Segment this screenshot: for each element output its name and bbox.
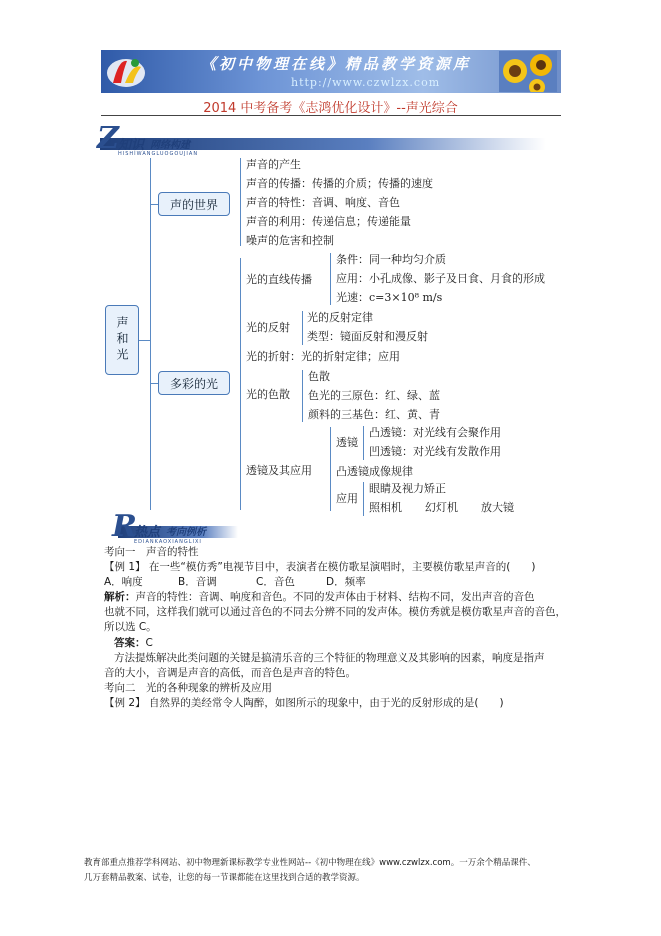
example-1-options bbox=[104, 575, 366, 590]
section-pinyin: HISHIWANGLUOGOUJIAN bbox=[118, 151, 199, 157]
reflection-bracket bbox=[302, 311, 303, 345]
lens-type-bracket bbox=[363, 426, 364, 460]
answer-value: C bbox=[145, 637, 153, 649]
dispersion-item: 色散 bbox=[308, 370, 330, 383]
dispersion-item: 颜料的三基色：红、黄、青 bbox=[308, 408, 440, 421]
sunflower-icon bbox=[499, 51, 557, 92]
straight-item: 应用：小孔成像、影子及日食、月食的形成 bbox=[336, 272, 545, 285]
section-letter-z: Z bbox=[97, 121, 119, 156]
analysis-text-1: 声音的特性：音调、响度和音色。不同的发声体由于材料、结构不同，发出声音的音色 bbox=[135, 591, 535, 603]
option-c: C．音色 bbox=[256, 576, 295, 588]
section-letter-r: R bbox=[112, 509, 137, 544]
sound-item: 声音的利用：传递信息；传递能量 bbox=[246, 215, 411, 228]
lens-application-item: 放大镜 bbox=[481, 501, 514, 514]
refraction-item: 光的折射：光的折射定律；应用 bbox=[246, 350, 400, 363]
example-1-tag: 【例 1】 bbox=[104, 561, 146, 573]
lens-application-bracket bbox=[363, 482, 364, 516]
straight-item: 光速：c=3×10⁸ m/s bbox=[336, 291, 443, 304]
sound-item: 噪声的危害和控制 bbox=[246, 234, 334, 247]
lens-rule: 凸透镜成像规律 bbox=[336, 465, 413, 478]
lens-application-item: 幻灯机 bbox=[425, 501, 458, 514]
site-banner bbox=[101, 50, 561, 93]
example-2-tag: 【例 2】 bbox=[104, 697, 146, 709]
sound-node-label: 声的世界 bbox=[169, 197, 218, 212]
sound-item: 声音的产生 bbox=[246, 158, 301, 171]
option-d: D．频率 bbox=[326, 576, 366, 588]
light-node bbox=[158, 371, 230, 395]
method-line-2: 音的大小，音调是声音的高低，而音色是声音的特色。 bbox=[104, 667, 356, 679]
method-line-1: 方法提炼解决此类问题的关键是搞清乐音的三个特征的物理意义及其影响的因素，响度是指声 bbox=[114, 652, 545, 664]
answer-line bbox=[114, 636, 153, 651]
light-connector bbox=[150, 383, 158, 384]
lens-type-item: 凹透镜：对光线有发散作用 bbox=[369, 445, 501, 458]
analysis-line-3: 所以选 C。 bbox=[104, 621, 157, 633]
page-title: 2014 中考备考《志鸿优化设计》--声光综合 bbox=[203, 101, 458, 116]
sound-connector bbox=[150, 204, 158, 205]
footer-line-2: 几万套精品教案、试卷，让您的每一节课都能在这里找到合适的教学资源。 bbox=[84, 873, 365, 883]
banner-title: 《初中物理在线》精品教学资源库 bbox=[201, 55, 472, 73]
site-logo-icon bbox=[105, 53, 147, 90]
title-divider bbox=[101, 115, 561, 116]
root-node-label: 声和光 bbox=[115, 316, 129, 364]
dispersion-label: 光的色散 bbox=[246, 388, 290, 401]
root-connector bbox=[139, 340, 150, 341]
section2-pinyin: EDIANKAOXIANGLIXI bbox=[134, 539, 202, 545]
reflection-label: 光的反射 bbox=[246, 321, 290, 334]
footer-line-1: 教育部重点推荐学科网站、初中物理新课标教学专业性网站--《初中物理在线》www.czwlzx.com。一万余个精品课件、 bbox=[84, 858, 536, 868]
sound-node bbox=[158, 192, 230, 216]
mind-map-bracket bbox=[150, 158, 151, 510]
root-node bbox=[105, 305, 139, 375]
topic-1-heading: 考向一 声音的特性 bbox=[104, 546, 199, 558]
analysis-label: 解析： bbox=[104, 591, 136, 603]
analysis-line-1 bbox=[104, 590, 535, 605]
light-bracket bbox=[240, 258, 241, 510]
example-2-text: 自然界的美经常令人陶醉，如图所示的现象中，由于光的反射形成的是( ) bbox=[148, 697, 504, 709]
banner-url[interactable]: http://www.czwlzx.com bbox=[291, 76, 441, 89]
sound-item: 声音的特性：音调、响度、音色 bbox=[246, 196, 400, 209]
sound-item: 声音的传播：传播的介质；传播的速度 bbox=[246, 177, 433, 190]
section-sub-examples: 考向例析 bbox=[166, 527, 206, 538]
lens-bracket bbox=[330, 427, 331, 511]
lens-application-label: 应用 bbox=[336, 492, 358, 505]
sound-bracket bbox=[240, 158, 241, 246]
reflection-item: 光的反射定律 bbox=[307, 311, 373, 324]
example-1-text: 在一些“模仿秀”电视节目中，表演者在模仿歌星演唱时，主要模仿歌星声音的( ) bbox=[148, 561, 536, 573]
section-label-knowledge: 知识 bbox=[118, 138, 145, 153]
lens-type-item: 凸透镜：对光线有会聚作用 bbox=[369, 426, 501, 439]
lens-application-line1: 眼睛及视力矫正 bbox=[369, 482, 446, 495]
lens-type-label: 透镜 bbox=[336, 436, 358, 449]
dispersion-bracket bbox=[302, 370, 303, 422]
straight-propagation-label: 光的直线传播 bbox=[246, 273, 312, 286]
section-sub-network: 网络构建 bbox=[150, 140, 190, 151]
option-a: A．响度 bbox=[104, 576, 143, 588]
example-2-question bbox=[104, 696, 504, 711]
option-b: B．音调 bbox=[178, 576, 217, 588]
section-label-hotspot: 热点 bbox=[134, 525, 161, 540]
example-1-question bbox=[104, 560, 535, 575]
straight-bracket bbox=[330, 253, 331, 305]
lens-application-item: 照相机 bbox=[369, 501, 402, 514]
lens-label: 透镜及其应用 bbox=[246, 464, 312, 477]
answer-label: 答案： bbox=[114, 637, 146, 649]
dispersion-item: 色光的三原色：红、绿、蓝 bbox=[308, 389, 440, 402]
analysis-line-2: 也就不同，这样我们就可以通过音色的不同去分辨不同的发声体。模仿秀就是模仿歌星声音的音色， bbox=[104, 606, 566, 618]
straight-item: 条件：同一种均匀介质 bbox=[336, 253, 446, 266]
reflection-item: 类型：镜面反射和漫反射 bbox=[307, 330, 428, 343]
light-node-label: 多彩的光 bbox=[169, 376, 218, 391]
topic-2-heading: 考向二 光的各种现象的辨析及应用 bbox=[104, 682, 272, 694]
